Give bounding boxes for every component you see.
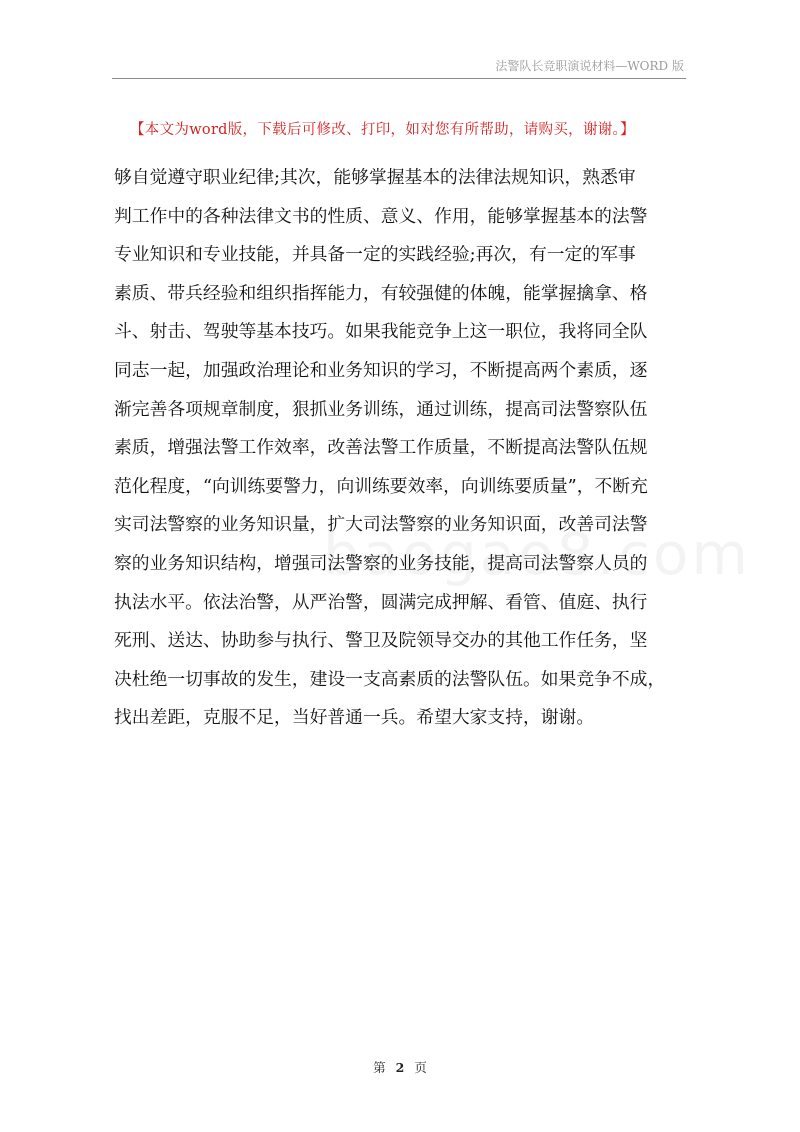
page-number-prefix: 第 [373, 1060, 386, 1075]
page-footer [0, 1058, 800, 1076]
body-line: 素质、带兵经验和组织指挥能力，有较强健的体魄，能掌握擒拿、格 [114, 282, 648, 304]
page-number: 2 [395, 1060, 405, 1075]
page-number-suffix: 页 [414, 1060, 427, 1075]
body-line: 找出差距，克服不足，当好普通一兵。希望大家支持，谢谢。 [114, 707, 595, 729]
body-line: 同志一起，加强政治理论和业务知识的学习，不断提高两个素质，逐 [114, 359, 648, 381]
body-line: 斗、射击、驾驶等基本技巧。如果我能竞争上这一职位，我将同全队 [114, 321, 648, 343]
body-line: 专业知识和专业技能，并具备一定的实践经验;再次，有一定的军事 [114, 244, 636, 266]
watermark [323, 520, 751, 588]
download-notice: 【本文为word版，下载后可修改、打印，如对您有所帮助，请购买，谢谢。】 [130, 122, 635, 138]
document-body [114, 159, 692, 738]
body-line: 执法水平。依法治警，从严治警，圆满完成押解、看管、值庭、执行 [114, 591, 648, 613]
body-line: 实司法警察的业务知识量，扩大司法警察的业务知识面，改善司法警 [114, 514, 648, 536]
body-line: 决杜绝一切事故的发生，建设一支高素质的法警队伍。如果竞争不成， [114, 668, 666, 690]
page-header-title: 法警队长竞职演说材料—WORD 版 [495, 59, 684, 73]
body-line: 察的业务知识结构，增强司法警察的业务技能，提高司法警察人员的 [114, 552, 648, 574]
page-header [112, 52, 686, 79]
body-line: 范化程度，“向训练要警力，向训练要效率，向训练要质量”，不断充 [114, 475, 648, 497]
body-line: 渐完善各项规章制度，狠抓业务训练，通过训练，提高司法警察队伍 [114, 398, 648, 420]
body-line: 素质，增强法警工作效率，改善法警工作质量，不断提高法警队伍规 [114, 437, 648, 459]
body-line: 死刑、送达、协助参与执行、警卫及院领导交办的其他工作任务，坚 [114, 630, 648, 652]
body-line: 判工作中的各种法律文书的性质、意义、作用，能够掌握基本的法警 [114, 205, 648, 227]
body-line: 够自觉遵守职业纪律;其次，能够掌握基本的法律法规知识，熟悉审 [114, 167, 636, 188]
